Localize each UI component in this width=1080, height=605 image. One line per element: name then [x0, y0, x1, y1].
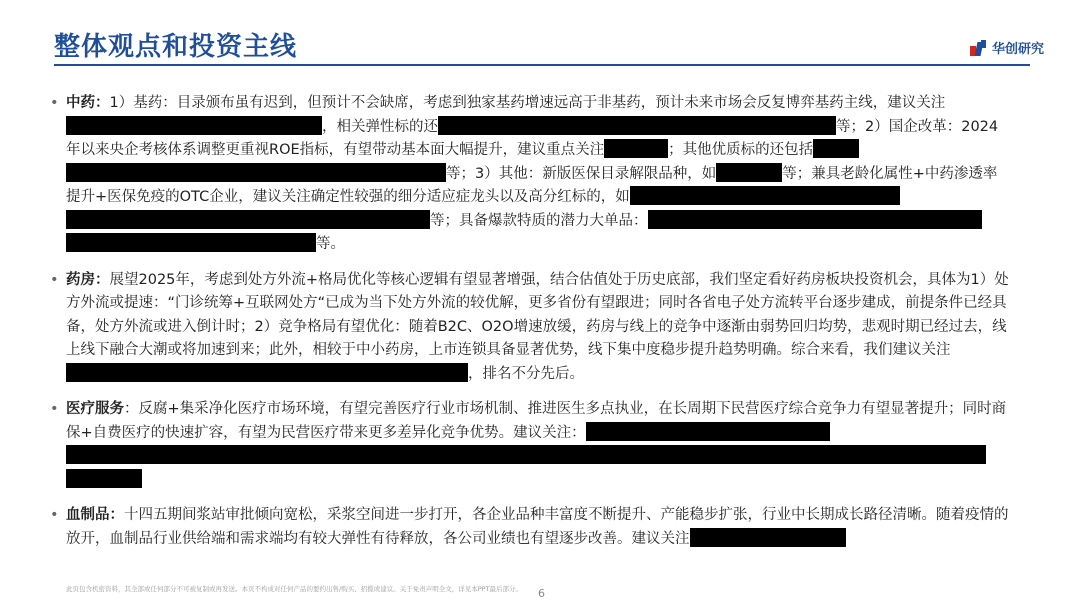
bullet-icon: • — [50, 401, 59, 417]
section-text: 等。 — [316, 236, 345, 252]
redaction-block — [438, 116, 836, 135]
redaction-block — [66, 210, 430, 229]
section-text: 展望2025年，考虑到处方外流+格局优化等核心逻辑有望显著增强，结合估值处于历史底部，我们坚定看好药房板块投资机会，具体为1）处方外流或提速：“门诊统筹+互联网处方“已成为当下处方外流的较优解，更多省份有望跟进；同时各省电子处方流转平台逐步建成，前提条件已经具备，处方外流或进入倒计时；2）竞争格局有望优化：随着B2C、O2O增速放缓，药房与线上的竞争中逐渐由弱势回归均势，悲观时期已经过去，线上线下融合大潮或将加速到来；此外，相较于中小药房，上市连锁具备显著优势，线下集中度稳步提升趋势明确。综合来看，我们建议关注 — [66, 271, 1009, 358]
redaction-block — [690, 528, 816, 547]
redaction-block — [66, 116, 322, 135]
section-heading: 医疗服务 — [66, 401, 124, 417]
redaction-block — [586, 422, 830, 441]
section-text: 十四五期间浆站审批倾向宽松，采浆空间进一步打开，各企业品种丰富度不断提升、产能稳步扩张，行业中长期成长路径清晰。随着疫情的放开，血制品行业供给端和需求端均有较大弹性有待释放，各公司业绩也有望逐步改善。建议关注 — [66, 507, 1009, 547]
content — [50, 92, 1010, 563]
redaction-block — [66, 363, 468, 382]
section-text: ；其他优质标的还包括 — [668, 142, 814, 158]
logo-mark-icon — [970, 40, 986, 56]
footer-disclaimer: 此页包含机密资料，其全部或任何部分不可被复制或再发送。本页不构成对任何产品的要约出售/购买、招揽或建议。关于免责声明全文，详见本PPT最后部分。 — [66, 585, 522, 593]
redaction-block — [66, 445, 986, 464]
redaction-block — [816, 528, 846, 547]
page-title: 整体观点和投资主线 — [54, 32, 298, 62]
redaction-block — [66, 233, 316, 252]
section-text: 1）基药：目录颁布虽有迟到，但预计不会缺席，考虑到独家基药增速远高于非基药，预计未来市场会反复博弈基药主线，建议关注 — [109, 95, 946, 111]
section-text: ，排名不分先后。 — [468, 365, 584, 382]
section-heading: 血制品： — [66, 507, 124, 523]
redaction-block — [716, 163, 782, 182]
section-heading: 药房： — [66, 271, 110, 288]
section-heading: 中药： — [66, 95, 110, 111]
redaction-block — [66, 469, 142, 488]
redaction-block — [66, 163, 446, 182]
section-text: 等；具备爆款特质的潜力大单品： — [430, 212, 648, 229]
logo-text: 华创研究 — [991, 42, 1044, 57]
bullet-icon: • — [50, 271, 59, 288]
title-rule — [54, 64, 1030, 66]
section-text: 等；3）其他：新版医保目录解限品种，如 — [446, 165, 717, 182]
section-text: 等；2）国企改革：2024年以来央企考核体系调整更重视ROE指标，有望带动基本面大幅提升，建议重点关注 — [66, 118, 999, 158]
section-medical-services — [50, 398, 1010, 492]
bullet-icon: • — [50, 95, 59, 111]
brand-logo — [970, 38, 1044, 57]
redaction-block — [813, 139, 859, 158]
section-text: 等；兼具老龄化属性+中药渗透率提升+医保免疫的OTC企业，建议关注确定性较强的细分适应症龙头以及高分红标的，如 — [66, 165, 998, 205]
section-blood-products — [50, 504, 1010, 551]
redaction-block — [630, 186, 900, 205]
bullet-icon: • — [50, 507, 59, 523]
section-tcm — [50, 92, 1010, 257]
page-number: 6 — [538, 587, 545, 600]
redaction-block — [604, 139, 668, 158]
section-pharmacy — [50, 269, 1010, 387]
section-text: ：反腐+集采净化医疗市场环境，有望完善医疗行业市场机制、推进医生多点执业，在长周期下民营医疗综合竞争力有望显著提升；同时商保+自费医疗的快速扩容，有望为民营医疗带来更多差异化竞争优势。建议关注： — [66, 401, 1007, 441]
section-text: ，相关弹性标的还 — [322, 118, 438, 135]
redaction-block — [648, 210, 982, 229]
